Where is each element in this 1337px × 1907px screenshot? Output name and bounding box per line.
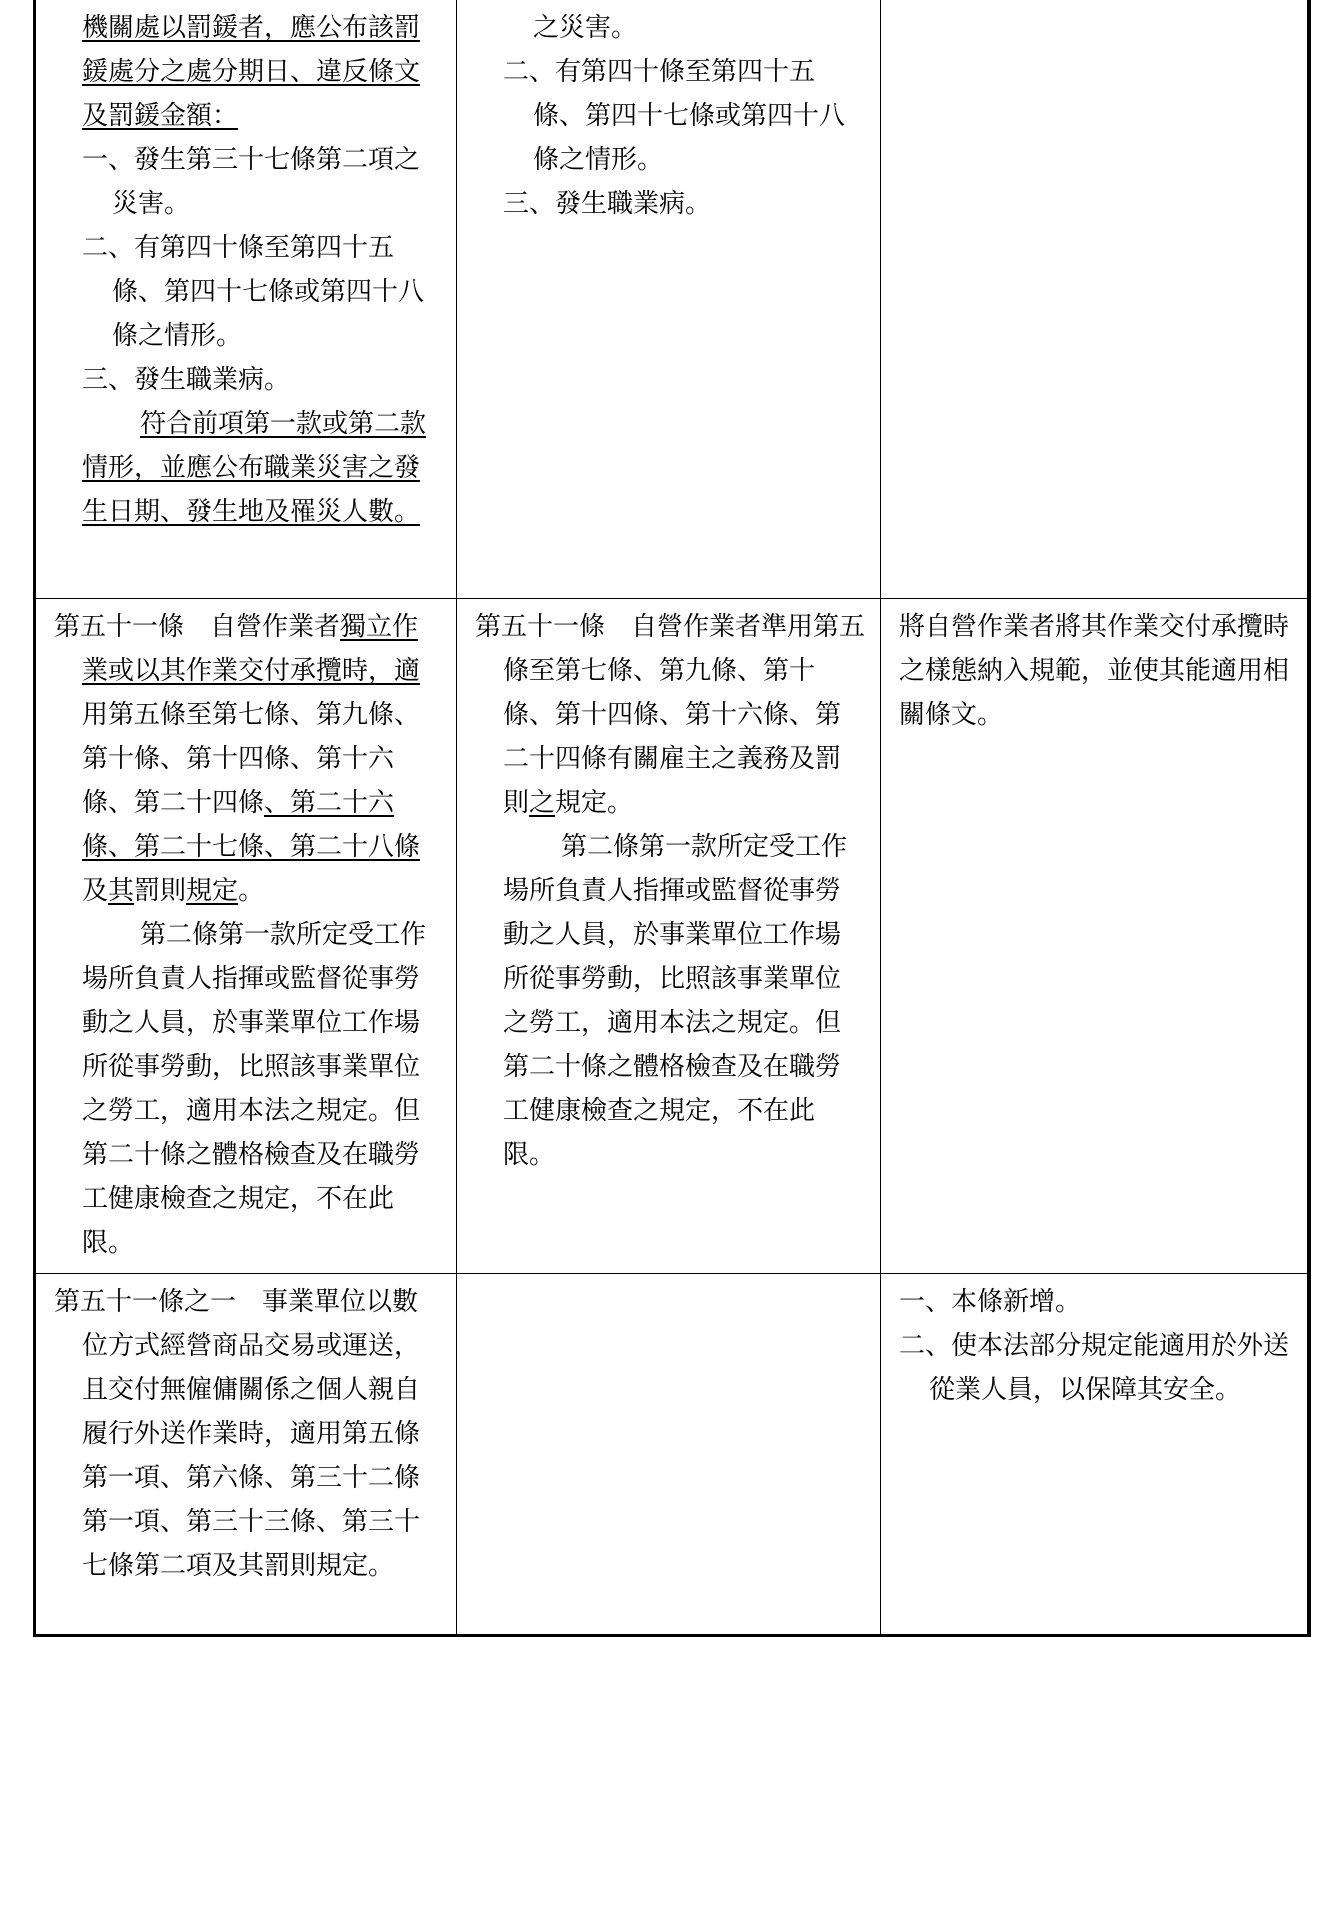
table-row xyxy=(35,598,1309,1273)
explanation-text: 將自營作業者將其作業交付承攬時之樣態納入規範，並使其能適用相關條文。 xyxy=(899,611,1290,730)
amended-tail: 符合前項第一款或第二款情形，並應公布職業災害之發生日期、發生地及罹災人數。 xyxy=(82,409,427,527)
text-segment: 第五十一條 自營作業者準用第五條至第七條、第九條、第十條、第十四條、第十六條、第二十四條有關雇主之義務及罰則 xyxy=(475,611,866,818)
amended-item: 二、有第四十條至第四十五條、第四十七條或第四十八條之情形。 xyxy=(82,233,425,351)
amended-article-51-1: 第五十一條之一 事業單位以數位方式經營商品交易或運送，且交付無僱傭關係之個人親自履行外送作業時，適用第五條第一項、第六條、第三十二條第一項、第三十三條、第三十七條第二項及其罰則規定。 xyxy=(54,1286,421,1581)
amended-item: 一、發生第三十七條第二項之災害。 xyxy=(82,145,421,219)
amended-lead: 機關處以罰鍰者，應公布該罰鍰處分之處分期日、違反條文及罰鍰金額： xyxy=(82,13,421,131)
current-text-cell xyxy=(457,1273,881,1635)
text-segment: 。 xyxy=(238,875,265,906)
text-segment-underlined: 規定 xyxy=(186,875,239,906)
text-segment-underlined: 其 xyxy=(108,875,135,906)
explanation-item: 一、本條新增。 xyxy=(899,1286,1082,1317)
amended-text-cell xyxy=(35,0,457,598)
current-text-cell xyxy=(457,598,881,1273)
explanation-cell xyxy=(881,0,1309,598)
current-item: 三、發生職業病。 xyxy=(503,189,712,219)
text-segment: 罰則 xyxy=(134,875,187,906)
text-segment-underlined: 之 xyxy=(529,787,556,818)
amended-article-51 xyxy=(54,605,442,913)
current-item: 之災害。 xyxy=(533,13,638,43)
explanation-cell xyxy=(881,598,1309,1273)
current-article-51 xyxy=(475,605,866,825)
text-segment: 及 xyxy=(82,875,109,906)
table-row xyxy=(35,0,1309,598)
explanation-item: 二、使本法部分規定能適用於外送從業人員，以保障其安全。 xyxy=(899,1330,1290,1405)
current-paragraph-2: 第二條第一款所定受工作場所負責人指揮或監督從事勞動之人員，於事業單位工作場所從事勞動，比照該事業單位之勞工，適用本法之規定。但第二十條之體格檢查及在職勞工健康檢查之規定，不在此限。 xyxy=(503,831,848,1170)
comparison-table-page xyxy=(33,0,1307,1637)
text-segment: 用第五條至第七條、第九條、第十條、第十四條、第十六條、第二十四條 xyxy=(82,699,421,818)
text-segment: 第五十一條 自營作業者 xyxy=(54,611,341,642)
text-segment: 規定。 xyxy=(555,787,634,818)
amended-text-cell xyxy=(35,598,457,1273)
current-item: 二、有第四十條至第四十五條、第四十七條或第四十八條之情形。 xyxy=(503,57,846,175)
amended-item: 三、發生職業病。 xyxy=(82,365,291,395)
comparison-table xyxy=(33,0,1311,1637)
explanation-cell xyxy=(881,1273,1309,1635)
amended-paragraph-2: 第二條第一款所定受工作場所負責人指揮或監督從事勞動之人員，於事業單位工作場所從事勞動，比照該事業單位之勞工，適用本法之規定。但第二十條之體格檢查及在職勞工健康檢查之規定，不在此限。 xyxy=(82,919,427,1258)
table-row xyxy=(35,1273,1309,1635)
text-segment-underlined: 、第二十六條、第二十七條、第二十八條 xyxy=(82,787,421,862)
amended-text-cell xyxy=(35,1273,457,1635)
text-segment-underlined: 獨立作業或以其作業交付承攬時，適 xyxy=(82,611,421,686)
current-text-cell xyxy=(457,0,881,598)
